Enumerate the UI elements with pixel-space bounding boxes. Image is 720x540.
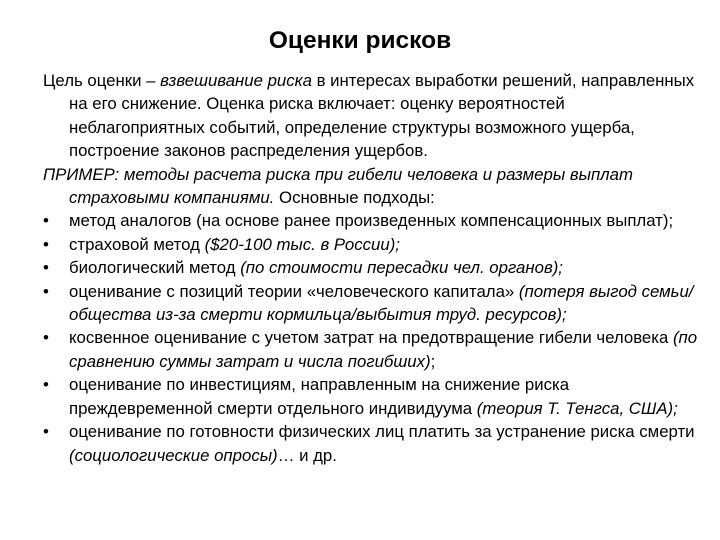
method-note: (по стоимости пересадки чел. органов);	[240, 258, 563, 278]
method-note: ($20-100 тыс. в России);	[204, 234, 400, 254]
bullet-icon: •	[43, 422, 49, 442]
list-item	[43, 280, 703, 327]
list-item	[43, 373, 703, 420]
bullet-icon: •	[43, 328, 49, 348]
method-note: (по сравнению суммы затрат и числа погибших)	[69, 328, 698, 371]
method-text: оценивание по готовности физических лиц платить за устранение риска смерти	[69, 422, 695, 442]
bullet-icon: •	[43, 211, 49, 231]
list-item	[43, 209, 703, 232]
intro-lead: Цель оценки –	[43, 71, 161, 90]
slide-body	[43, 69, 703, 467]
method-tail: … и др.	[277, 445, 337, 465]
example-italic: ПРИМЕР: методы расчета риска при гибели человека и размеры выплат страховыми компаниями.	[43, 164, 633, 208]
list-item	[43, 256, 703, 279]
example-paragraph	[43, 163, 703, 210]
method-text: биологический метод	[69, 258, 241, 278]
method-text: оценивание по инвестициям, направленным на снижение риска преждевременной смерти отдельного индивидуума	[69, 375, 570, 418]
intro-rest: в интересах выработки решений, направленных на его снижение. Оценка риска включает: оценку вероятностей неблагоприятных событий, определение структуры возможного ущерба, построение законов распределения ущербов.	[69, 71, 695, 161]
list-item	[43, 420, 703, 467]
slide-title: Оценки рисков	[268, 27, 452, 54]
intro-paragraph	[43, 69, 703, 163]
example-rest: Основные подходы:	[274, 188, 435, 208]
method-text: метод аналогов (на основе ранее произведенных компенсационных выплат);	[69, 211, 674, 231]
bullet-icon: •	[43, 234, 49, 254]
bullet-icon: •	[43, 258, 49, 278]
method-note: (потеря выгод семьи/общества из-за смерти кормильца/выбытия труд. ресурсов);	[69, 281, 694, 325]
methods-list	[43, 209, 703, 466]
method-text: оценивание с позиций теории «человеческого капитала»	[69, 281, 519, 301]
list-item	[43, 233, 703, 256]
bullet-icon: •	[43, 375, 49, 395]
method-note: (социологические опросы)	[69, 445, 278, 465]
method-text: страховой метод	[69, 234, 205, 254]
method-note: (теория Т. Тенгса, США);	[476, 398, 678, 418]
list-item	[43, 326, 703, 373]
method-text: косвенное оценивание с учетом затрат на предотвращение гибели человека	[69, 328, 673, 348]
intro-italic: взвешивание риска	[160, 71, 312, 90]
bullet-icon: •	[43, 281, 49, 301]
method-tail: ;	[430, 351, 436, 371]
